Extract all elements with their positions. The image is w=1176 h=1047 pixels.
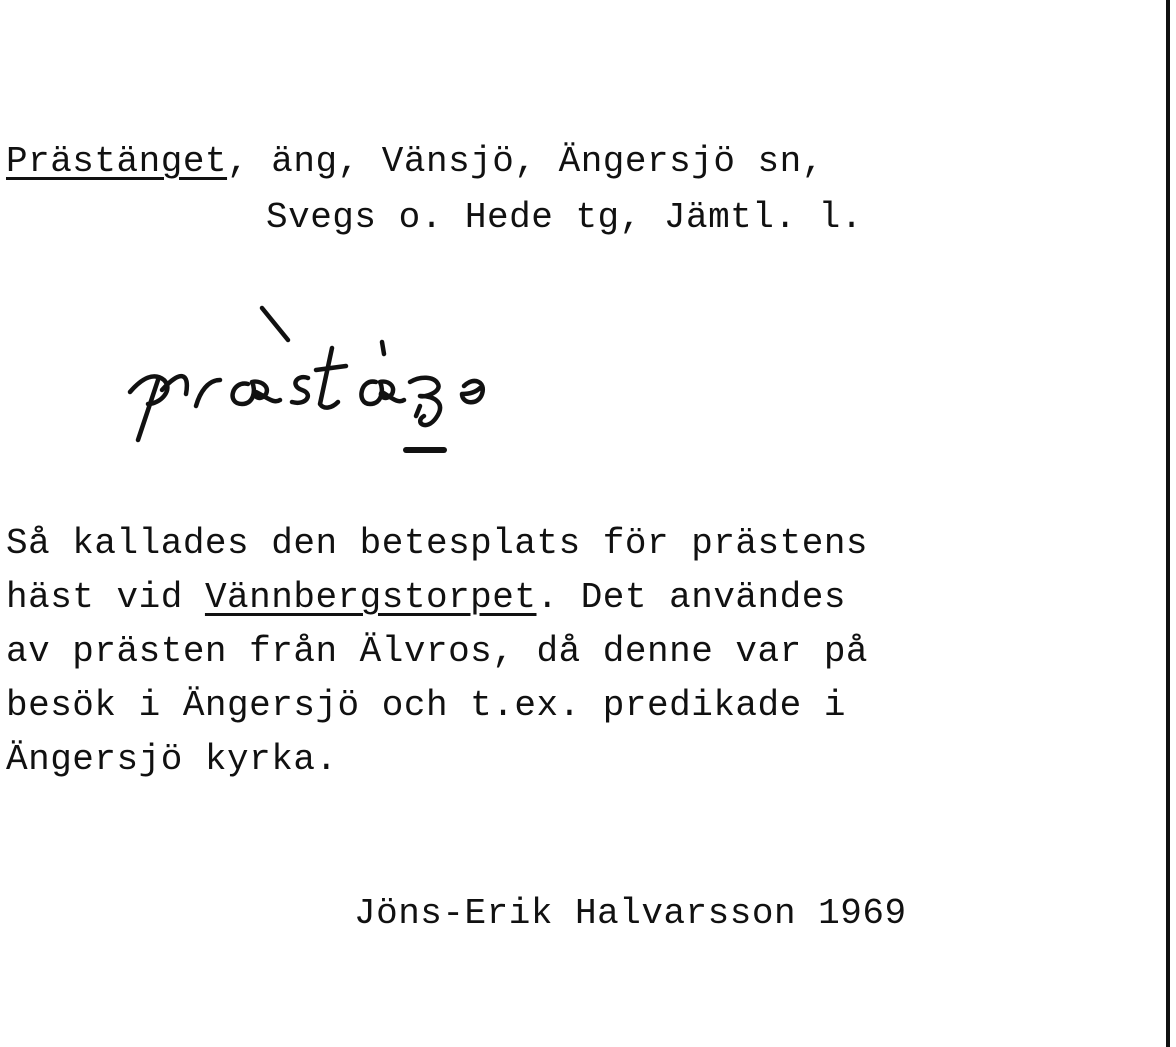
body-line-2 [6, 578, 846, 618]
body-line-3: av prästen från Älvros, då denne var på [6, 631, 869, 672]
body-line-1: Så kallades den betesplats för prästens [6, 523, 869, 564]
card-edge-line [1166, 0, 1170, 1047]
body-line-2-end: . Det användes [536, 577, 846, 618]
header-line-1 [6, 142, 824, 182]
header-location: , äng, Vänsjö, Ängersjö sn, [227, 141, 824, 182]
body-line-4: besök i Ängersjö och t.ex. predikade i [6, 685, 846, 726]
headword: Prästänget [6, 141, 228, 182]
header-line-2: Svegs o. Hede tg, Jämtl. l. [266, 197, 863, 238]
author-signature: Jöns-Erik Halvarsson 1969 [354, 893, 907, 934]
body-line-2-start: häst vid [6, 577, 205, 618]
handwritten-pronunciation-icon [120, 300, 590, 470]
body-line-5: Ängersjö kyrka. [6, 739, 338, 780]
place-name-link: Vännbergstorpet [204, 577, 537, 618]
